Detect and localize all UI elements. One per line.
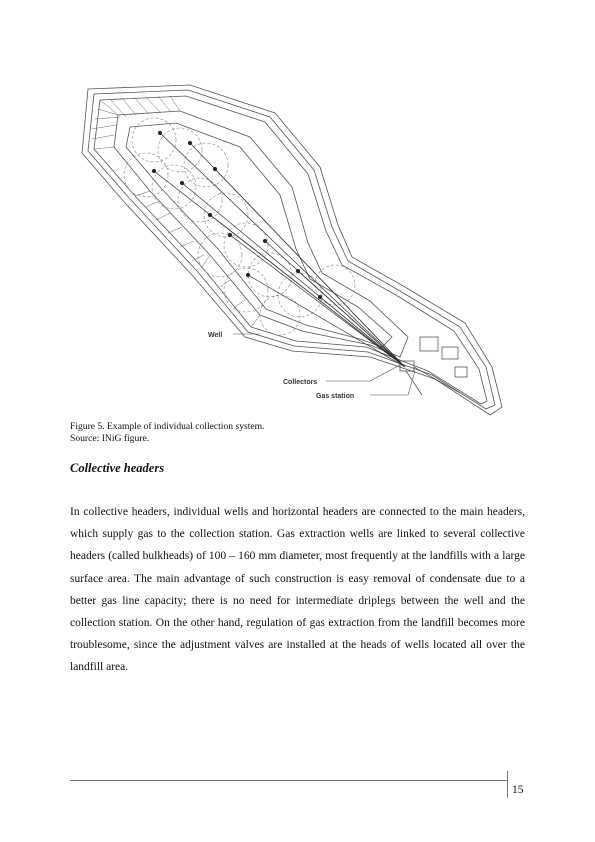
landfill-collection-figure — [70, 75, 515, 420]
gas-station-label: Gas station — [316, 393, 355, 400]
figure-caption — [70, 421, 265, 444]
footer-divider — [70, 780, 507, 781]
body-paragraph: In collective headers, individual wells and horizontal headers are connected to the main headers, which supply gas to the collection station. Gas extraction wells are linked to several collective headers (called bulkheads) of 100 – 160 mm diameter, most frequently at the landfills with a large surface area. The main advantage of such construction is easy removal of condensate due to a better gas line capacity; there is no need for intermediate driplegs between the well and the collection station. On the other hand, regulation of gas extraction from the landfill becomes more troublesome, since the adjustment valves are installed at the heads of wells located all over the landfill area. — [70, 506, 525, 674]
footer-divider-tick — [507, 771, 508, 798]
page-number: 15 — [512, 784, 524, 796]
landfill-site-plan — [70, 75, 515, 420]
section-heading: Collective headers — [70, 461, 165, 475]
caption-source: Source: INiG figure. — [70, 432, 150, 444]
caption-title: Figure 5. Example of individual collection system. — [70, 421, 265, 432]
well-label: Well — [208, 332, 223, 339]
collectors-label: Collectors — [283, 379, 318, 386]
